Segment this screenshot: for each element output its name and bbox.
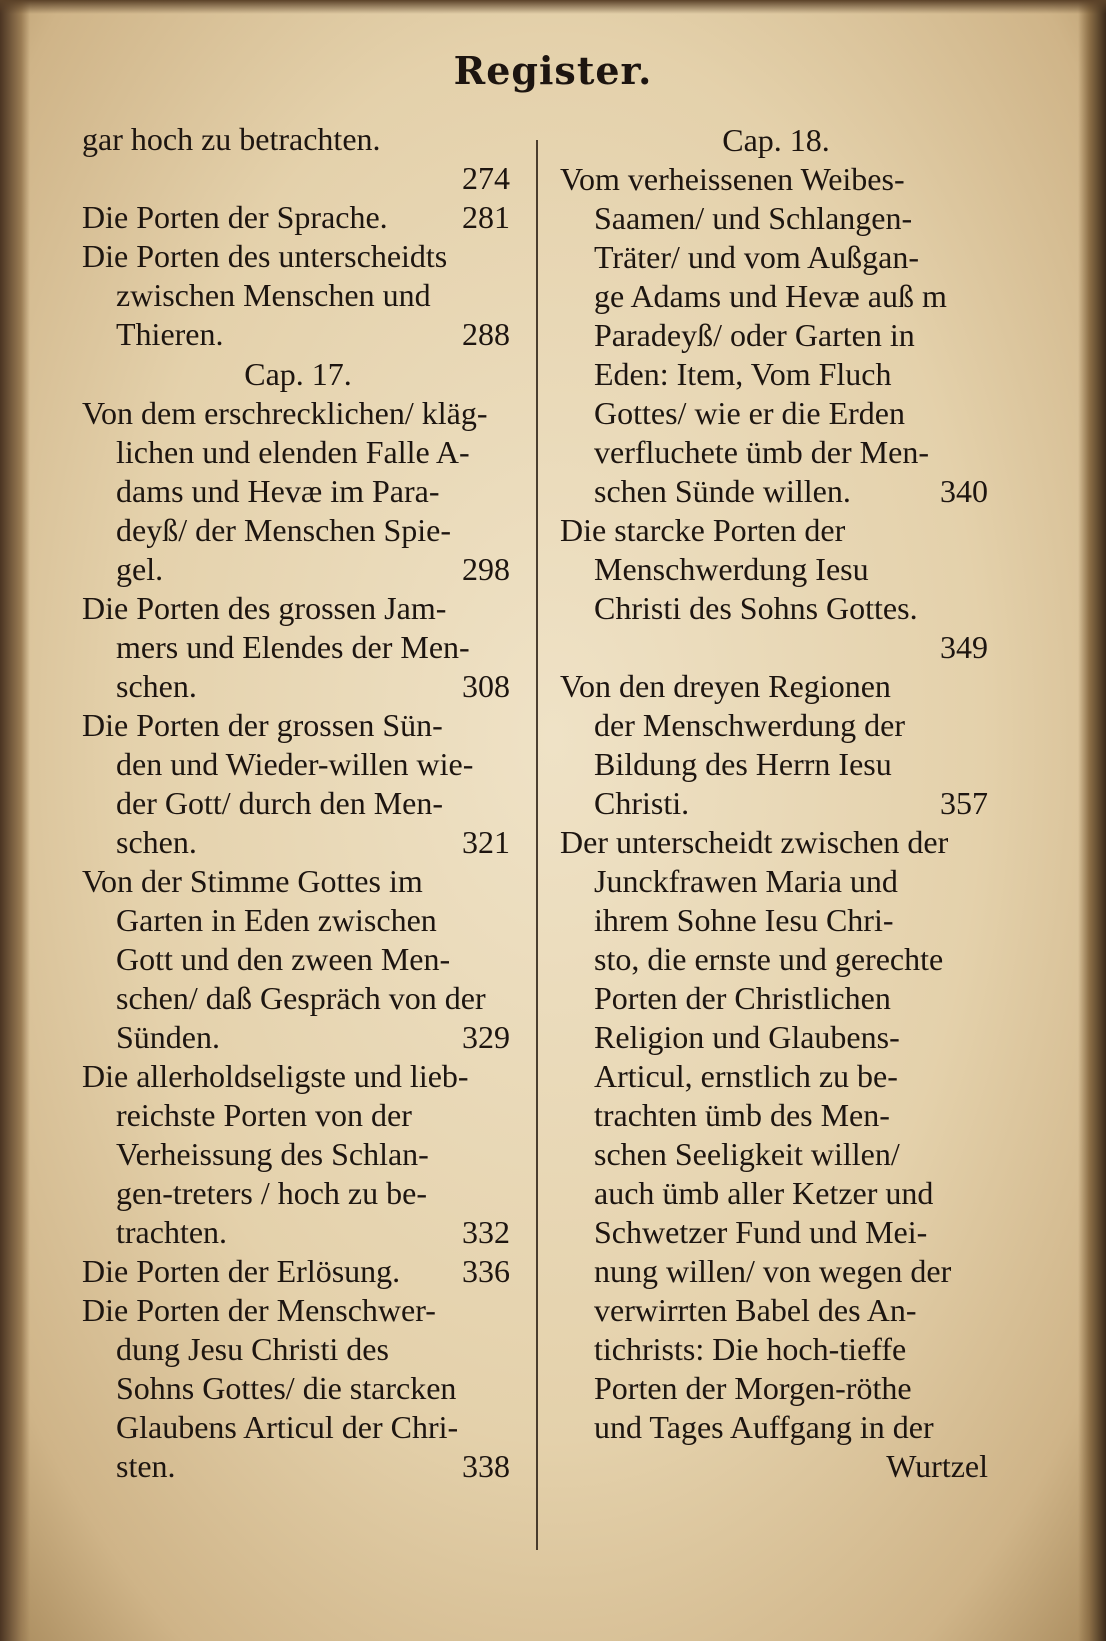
entry-text: tichrists: Die hoch-tieffe — [594, 1331, 907, 1367]
index-entry — [560, 160, 992, 511]
page-number: 298 — [462, 551, 510, 587]
entry-line — [82, 1096, 514, 1135]
entry-line — [82, 550, 514, 589]
entry-line — [560, 550, 992, 589]
entry-text: dung Jesu Christi des — [116, 1331, 389, 1367]
entry-line — [82, 315, 514, 354]
entry-line — [82, 1291, 514, 1330]
entry-line — [560, 1135, 992, 1174]
page-number: 321 — [462, 824, 510, 860]
page-number: 340 — [940, 473, 988, 509]
entry-line — [82, 1330, 514, 1369]
entry-line — [82, 433, 514, 472]
entry-line — [82, 1369, 514, 1408]
entry-line — [560, 1096, 992, 1135]
entry-text: und Tages Auffgang in der — [594, 1409, 934, 1445]
page-edge — [1078, 0, 1106, 1641]
index-entry — [82, 1057, 514, 1252]
entry-text: Porten der Morgen-röthe — [594, 1370, 912, 1406]
entry-text: schen. — [116, 668, 197, 704]
entry-line — [560, 589, 992, 628]
index-entry — [82, 237, 514, 354]
entry-text: schen Sünde willen. — [594, 473, 851, 509]
page-number-line — [82, 159, 514, 198]
entry-text: Porten der Christlichen — [594, 980, 891, 1016]
page-number-line — [560, 628, 992, 667]
page-top-edge — [0, 0, 1106, 14]
entry-line — [82, 1018, 514, 1057]
entry-line — [560, 316, 992, 355]
entry-line — [82, 394, 514, 433]
entry-text: der Menschwerdung der — [594, 707, 905, 743]
entry-text: Religion und Glaubens- — [594, 1019, 900, 1055]
entry-text: Träter/ und vom Außgan- — [594, 239, 920, 275]
entry-line — [560, 1174, 992, 1213]
entry-text: gen-treters / hoch zu be- — [116, 1175, 427, 1211]
index-entry — [82, 198, 514, 237]
entry-line — [82, 628, 514, 667]
entry-text: Von den dreyen Regionen — [560, 668, 891, 704]
index-entry — [560, 511, 992, 667]
entry-text: Sohns Gottes/ die starcken — [116, 1370, 457, 1406]
entry-text: Christi des Sohns Gottes. — [594, 590, 918, 626]
page-number: 338 — [462, 1448, 510, 1484]
page-number: 308 — [462, 668, 510, 704]
entry-text: Menschwerdung Iesu — [594, 551, 869, 587]
entry-line — [82, 862, 514, 901]
index-entry — [82, 862, 514, 1057]
column-rule — [536, 140, 538, 1550]
entry-line — [560, 706, 992, 745]
entry-line — [560, 1369, 992, 1408]
entry-text: Die Porten des grossen Jam- — [82, 590, 447, 626]
entry-line — [560, 238, 992, 277]
chapter-heading: Cap. 18. — [722, 122, 830, 158]
entry-line — [560, 1291, 992, 1330]
index-entry — [82, 1252, 514, 1291]
entry-text: schen. — [116, 824, 197, 860]
entry-line — [82, 979, 514, 1018]
entry-line — [560, 1330, 992, 1369]
page-number: 336 — [462, 1253, 510, 1289]
entry-line — [82, 1252, 514, 1291]
binding-gutter — [0, 0, 30, 1641]
index-entry — [560, 667, 992, 823]
entry-line — [560, 1252, 992, 1291]
entry-line — [82, 784, 514, 823]
entry-line — [560, 823, 992, 862]
entry-text: Die Porten der Menschwer- — [82, 1292, 436, 1328]
entry-text: Glaubens Articul der Chri- — [116, 1409, 459, 1445]
entry-line — [560, 472, 992, 511]
entry-text: Sünden. — [116, 1019, 220, 1055]
entry-text: trachten ümb des Men- — [594, 1097, 890, 1133]
chapter-heading: Cap. 17. — [244, 356, 352, 392]
entry-text: Die Porten der grossen Sün- — [82, 707, 443, 743]
entry-text: Vom verheissenen Weibes- — [560, 161, 905, 197]
entry-text: Eden: Item, Vom Fluch — [594, 356, 892, 392]
catchword: Wurtzel — [886, 1448, 988, 1484]
entry-text: verwirrten Babel des An- — [594, 1292, 917, 1328]
entry-text: mers und Elendes der Men- — [116, 629, 470, 665]
entry-line — [82, 1213, 514, 1252]
page-number: 332 — [462, 1214, 510, 1250]
entry-text: Die Porten der Sprache. — [82, 199, 388, 235]
entry-line — [560, 277, 992, 316]
index-entry — [560, 823, 992, 1447]
entry-line — [82, 1057, 514, 1096]
entry-text: Die Porten des unterscheidts — [82, 238, 448, 274]
entry-text: ge Adams und Hevæ auß m — [594, 278, 947, 314]
entry-text: dams und Hevæ im Para- — [116, 473, 440, 509]
entry-text: schen/ daß Gespräch von der — [116, 980, 486, 1016]
index-entry — [82, 706, 514, 862]
entry-line — [560, 745, 992, 784]
entry-line — [82, 237, 514, 276]
entry-line — [82, 1408, 514, 1447]
entry-text: sten. — [116, 1448, 176, 1484]
page-number: 357 — [940, 785, 988, 821]
index-entry — [82, 120, 514, 198]
entry-text: Gottes/ wie er die Erden — [594, 395, 905, 431]
entry-text: Schwetzer Fund und Mei- — [594, 1214, 928, 1250]
entry-text: Die starcke Porten der — [560, 512, 846, 548]
entry-line — [560, 901, 992, 940]
entry-line — [82, 1135, 514, 1174]
entry-line — [82, 276, 514, 315]
entry-text: verfluchete ümb der Men- — [594, 434, 929, 470]
entry-line — [560, 433, 992, 472]
entry-line — [82, 745, 514, 784]
entry-text: Verheissung des Schlan- — [116, 1136, 429, 1172]
entry-text: nung willen/ von wegen der — [594, 1253, 952, 1289]
entry-text: auch ümb aller Ketzer und — [594, 1175, 934, 1211]
entry-text: trachten. — [116, 1214, 228, 1250]
index-entry — [82, 589, 514, 706]
entry-text: Paradeyß/ oder Garten in — [594, 317, 915, 353]
entry-text: Von dem erschrecklichen/ kläg- — [82, 395, 488, 431]
entry-text: Christi. — [594, 785, 690, 821]
page-number: 274 — [462, 160, 510, 196]
entry-text: Thieren. — [116, 316, 224, 352]
right-column — [560, 120, 992, 1486]
entry-text: zwischen Menschen und — [116, 277, 431, 313]
entry-text: ihrem Sohne Iesu Chri- — [594, 902, 894, 938]
entry-line — [560, 1408, 992, 1447]
entry-line — [560, 940, 992, 979]
entry-text: Junckfrawen Maria und — [594, 863, 898, 899]
page-number: 288 — [462, 316, 510, 352]
entry-text: lichen und elenden Falle A- — [116, 434, 470, 470]
entry-line — [560, 667, 992, 706]
entry-text: Bildung des Herrn Iesu — [594, 746, 892, 782]
entry-text: deyß/ der Menschen Spie- — [116, 512, 452, 548]
page-number: 349 — [940, 629, 988, 665]
entry-line — [560, 394, 992, 433]
entry-line — [560, 511, 992, 550]
entry-line — [560, 979, 992, 1018]
entry-text: Die allerholdseligste und lieb- — [82, 1058, 469, 1094]
entry-line — [560, 355, 992, 394]
entry-line — [560, 199, 992, 238]
entry-line — [82, 1174, 514, 1213]
entry-line — [82, 667, 514, 706]
entry-line — [560, 862, 992, 901]
entry-line — [560, 160, 992, 199]
entry-line — [82, 511, 514, 550]
entry-text: gel. — [116, 551, 164, 587]
entry-text: Gott und den zween Men- — [116, 941, 451, 977]
entry-line — [82, 472, 514, 511]
entry-text: sto, die ernste und gerechte — [594, 941, 944, 977]
page-number: 281 — [462, 199, 510, 235]
entry-line — [82, 1447, 514, 1486]
entry-text: den und Wieder-willen wie- — [116, 746, 474, 782]
left-column — [82, 120, 514, 1486]
entry-line — [82, 901, 514, 940]
entry-line — [82, 198, 514, 237]
entry-line — [82, 940, 514, 979]
entry-line — [560, 784, 992, 823]
entry-text: schen Seeligkeit willen/ — [594, 1136, 900, 1172]
entry-text: Articul, ernstlich zu be- — [594, 1058, 898, 1094]
entry-line — [82, 120, 514, 159]
entry-text: gar hoch zu betrachten. — [82, 121, 381, 157]
index-entry — [82, 394, 514, 589]
entry-text: Der unterscheidt zwischen der — [560, 824, 949, 860]
entry-text: reichste Porten von der — [116, 1097, 412, 1133]
page-number: 329 — [462, 1019, 510, 1055]
entry-line — [82, 706, 514, 745]
entry-text: Garten in Eden zwischen — [116, 902, 437, 938]
entry-text: der Gott/ durch den Men- — [116, 785, 444, 821]
entry-line — [560, 1018, 992, 1057]
entry-line — [560, 1057, 992, 1096]
entry-line — [560, 1213, 992, 1252]
entry-text: Die Porten der Erlösung. — [82, 1253, 401, 1289]
entry-text: Von der Stimme Gottes im — [82, 863, 423, 899]
entry-line — [82, 589, 514, 628]
entry-text: Saamen/ und Schlangen- — [594, 200, 913, 236]
entry-line — [82, 823, 514, 862]
running-head: Register. — [453, 48, 653, 93]
index-entry — [82, 1291, 514, 1486]
